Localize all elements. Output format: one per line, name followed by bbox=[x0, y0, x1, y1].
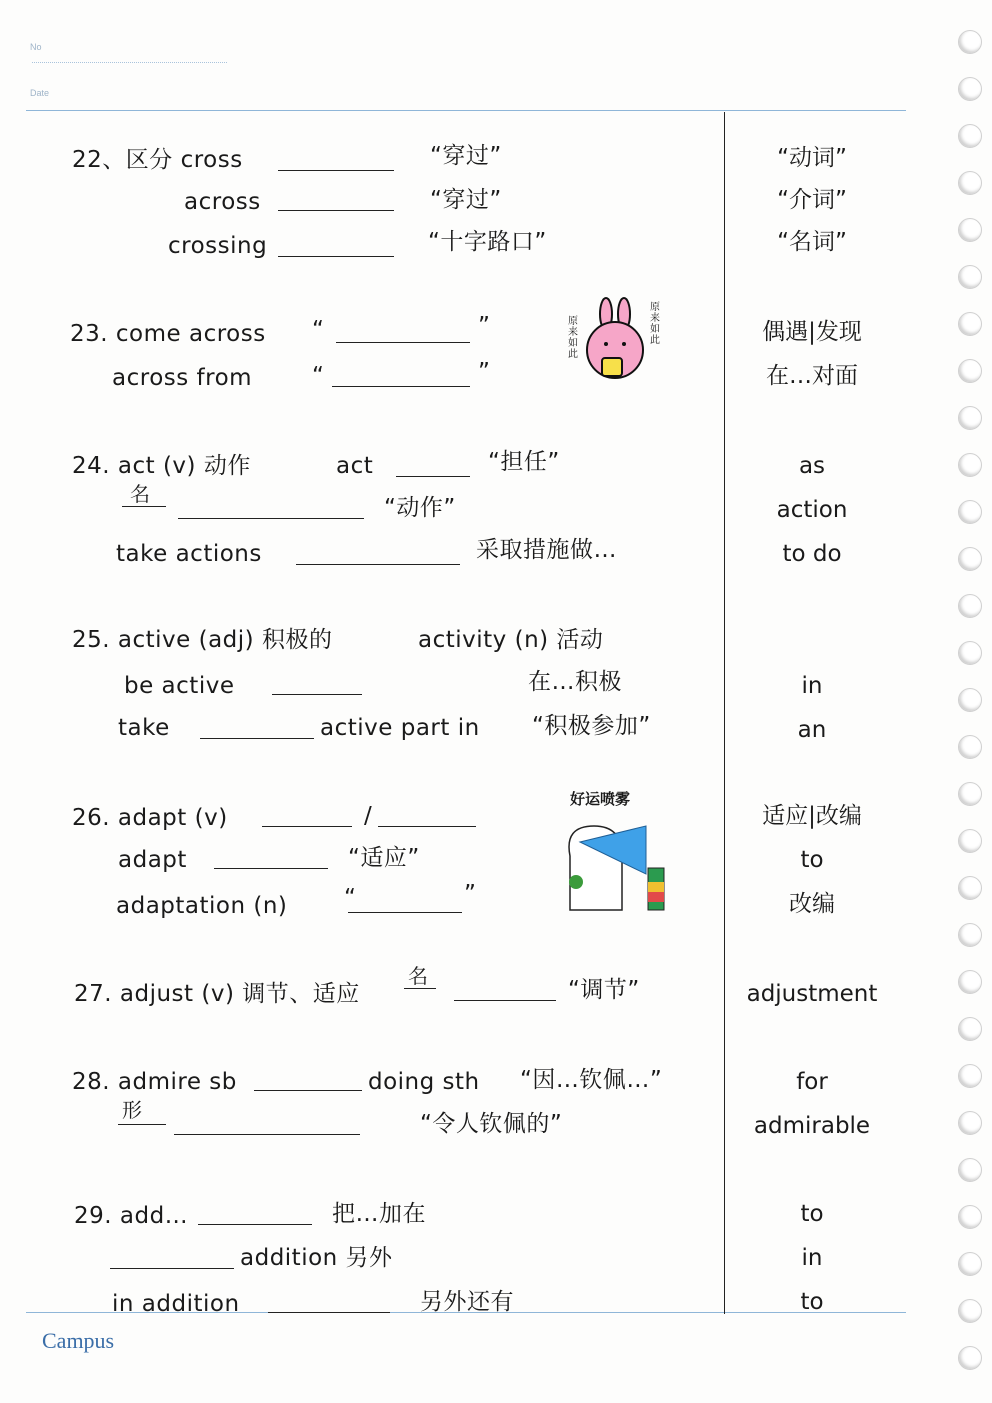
entry-line-text: addition 另外 bbox=[240, 1245, 393, 1271]
answer-text: admirable bbox=[753, 1113, 871, 1139]
answer-text: “介词” bbox=[777, 187, 847, 213]
blank-line bbox=[262, 826, 352, 827]
answer-text: adjustment bbox=[746, 981, 878, 1007]
entry-line-text: 23. come across bbox=[70, 321, 266, 347]
answer-text: to bbox=[800, 847, 824, 873]
blank-line bbox=[214, 868, 328, 869]
binding-hole bbox=[958, 265, 982, 289]
entry-line-text: across from bbox=[112, 365, 253, 391]
rabbit-sticker-icon bbox=[566, 296, 666, 386]
binding-hole bbox=[958, 218, 982, 242]
binding-hole bbox=[958, 453, 982, 477]
blank-line bbox=[268, 1312, 390, 1313]
open-quote: “ bbox=[312, 363, 325, 389]
blank-line bbox=[174, 1134, 360, 1135]
binding-hole bbox=[958, 124, 982, 148]
entry-line-text: 26. adapt (v) bbox=[72, 805, 228, 831]
binding-hole bbox=[958, 547, 982, 571]
arrow-line bbox=[118, 1124, 166, 1125]
binding-hole bbox=[958, 1205, 982, 1229]
entry-line-text: doing sth bbox=[368, 1069, 480, 1095]
binding-hole bbox=[958, 359, 982, 383]
binding-hole bbox=[958, 782, 982, 806]
brand-logo: Campus bbox=[42, 1328, 115, 1353]
binding-hole bbox=[958, 970, 982, 994]
entry-gloss: “十字路口” bbox=[428, 229, 547, 255]
binding-hole bbox=[958, 641, 982, 665]
good-luck-spray-sticker-icon bbox=[550, 786, 674, 916]
answer-text: to bbox=[800, 1289, 824, 1315]
answer-text: to do bbox=[782, 541, 842, 567]
blank-line bbox=[278, 170, 394, 171]
entry-gloss: “积极参加” bbox=[532, 713, 651, 739]
blank-line bbox=[454, 1000, 556, 1001]
answer-text: action bbox=[776, 497, 848, 523]
answer-text: 在…对面 bbox=[766, 363, 858, 389]
blank-line bbox=[200, 738, 314, 739]
entry-line-text: across bbox=[184, 189, 261, 215]
sticker-title: 好运喷雾 bbox=[570, 790, 631, 808]
binding-holes bbox=[954, 30, 988, 1393]
binding-hole bbox=[958, 876, 982, 900]
entry-gloss: “穿过” bbox=[430, 143, 502, 169]
entry-line-text: 22、区分 cross bbox=[72, 147, 243, 173]
entry-line-text: active part in bbox=[320, 715, 480, 741]
binding-hole bbox=[958, 688, 982, 712]
separator-slash: / bbox=[364, 803, 373, 829]
answer-text: in bbox=[801, 673, 823, 699]
entry-line-text: act bbox=[336, 453, 374, 479]
noun-marker: 名 bbox=[130, 482, 151, 506]
binding-hole bbox=[958, 1299, 982, 1323]
binding-hole bbox=[958, 1064, 982, 1088]
answer-text: “动词” bbox=[777, 145, 847, 171]
entry-gloss: “动作” bbox=[384, 495, 456, 521]
answer-text: an bbox=[797, 717, 827, 743]
sticker-text: 原来如此 bbox=[650, 302, 660, 346]
answer-text: 改编 bbox=[789, 891, 835, 917]
entry-line-text: be active bbox=[124, 673, 235, 699]
binding-hole bbox=[958, 30, 982, 54]
close-quote: ” bbox=[478, 313, 491, 339]
entry-line-text: 27. adjust (v) 调节、适应 bbox=[74, 981, 360, 1007]
binding-hole bbox=[958, 500, 982, 524]
adjective-marker: 形 bbox=[122, 1098, 143, 1122]
blank-line bbox=[254, 1090, 362, 1091]
blank-line bbox=[332, 386, 470, 387]
entry-line-text: activity (n) 活动 bbox=[418, 627, 604, 653]
noun-marker: 名 bbox=[408, 964, 429, 988]
answer-text: as bbox=[798, 453, 826, 479]
no-label: No bbox=[30, 42, 42, 52]
entry-line-text: in addition bbox=[112, 1291, 240, 1317]
binding-hole bbox=[958, 1252, 982, 1276]
binding-hole bbox=[958, 77, 982, 101]
date-label: Date bbox=[30, 88, 50, 98]
close-quote: ” bbox=[478, 359, 491, 385]
binding-hole bbox=[958, 1111, 982, 1135]
blank-line bbox=[278, 256, 394, 257]
blank-line bbox=[278, 210, 394, 211]
entry-gloss: “因…钦佩…” bbox=[520, 1067, 663, 1093]
binding-hole bbox=[958, 1346, 982, 1370]
answer-text: 偶遇|发现 bbox=[762, 319, 862, 345]
binding-hole bbox=[958, 312, 982, 336]
binding-hole bbox=[958, 171, 982, 195]
entry-gloss: “穿过” bbox=[430, 187, 502, 213]
blank-line bbox=[178, 518, 364, 519]
entry-line-text: 29. add… bbox=[74, 1203, 189, 1229]
entry-line-text: 25. active (adj) 积极的 bbox=[72, 627, 333, 653]
binding-hole bbox=[958, 829, 982, 853]
entry-gloss: 另外还有 bbox=[420, 1289, 514, 1315]
arrow-line bbox=[404, 988, 436, 989]
binding-hole bbox=[958, 1017, 982, 1041]
binding-hole bbox=[958, 1158, 982, 1182]
blank-line bbox=[198, 1224, 312, 1225]
binding-hole bbox=[958, 923, 982, 947]
entry-line-text: 24. act (v) 动作 bbox=[72, 453, 251, 479]
answer-text: to bbox=[800, 1201, 824, 1227]
open-quote: “ bbox=[344, 885, 357, 911]
blank-line bbox=[110, 1268, 234, 1269]
entry-gloss: 采取措施做… bbox=[476, 537, 617, 563]
no-rule bbox=[32, 62, 227, 63]
entry-line-text: 28. admire sb bbox=[72, 1069, 237, 1095]
blank-line bbox=[296, 564, 460, 565]
open-quote: “ bbox=[312, 317, 325, 343]
entry-gloss: “担任” bbox=[488, 449, 560, 475]
blank-line bbox=[272, 694, 362, 695]
answer-text: in bbox=[801, 1245, 823, 1271]
answer-column-divider bbox=[724, 112, 725, 1314]
binding-hole bbox=[958, 735, 982, 759]
entry-line-text: take bbox=[118, 715, 170, 741]
top-rule bbox=[26, 110, 906, 111]
close-quote: ” bbox=[464, 881, 477, 907]
entry-gloss: “适应” bbox=[348, 845, 420, 871]
entry-line-text: adaptation (n) bbox=[116, 893, 288, 919]
entry-line-text: crossing bbox=[168, 233, 268, 259]
arrow-line bbox=[122, 506, 166, 507]
blank-line bbox=[336, 342, 470, 343]
blank-line bbox=[348, 912, 462, 913]
sticker-text: 原来如此 bbox=[568, 316, 578, 360]
answer-text: for bbox=[796, 1069, 828, 1095]
answer-text: “名词” bbox=[777, 229, 847, 255]
answer-text: 适应|改编 bbox=[762, 803, 862, 829]
entry-gloss: “令人钦佩的” bbox=[420, 1111, 563, 1137]
entry-gloss: “调节” bbox=[568, 977, 640, 1003]
blank-line bbox=[378, 826, 476, 827]
entry-line-text: adapt bbox=[118, 847, 187, 873]
entry-line-text: take actions bbox=[116, 541, 262, 567]
entry-gloss: 把…加在 bbox=[332, 1201, 426, 1227]
binding-hole bbox=[958, 406, 982, 430]
entry-gloss: 在…积极 bbox=[528, 669, 622, 695]
blank-line bbox=[396, 476, 470, 477]
binding-hole bbox=[958, 594, 982, 618]
